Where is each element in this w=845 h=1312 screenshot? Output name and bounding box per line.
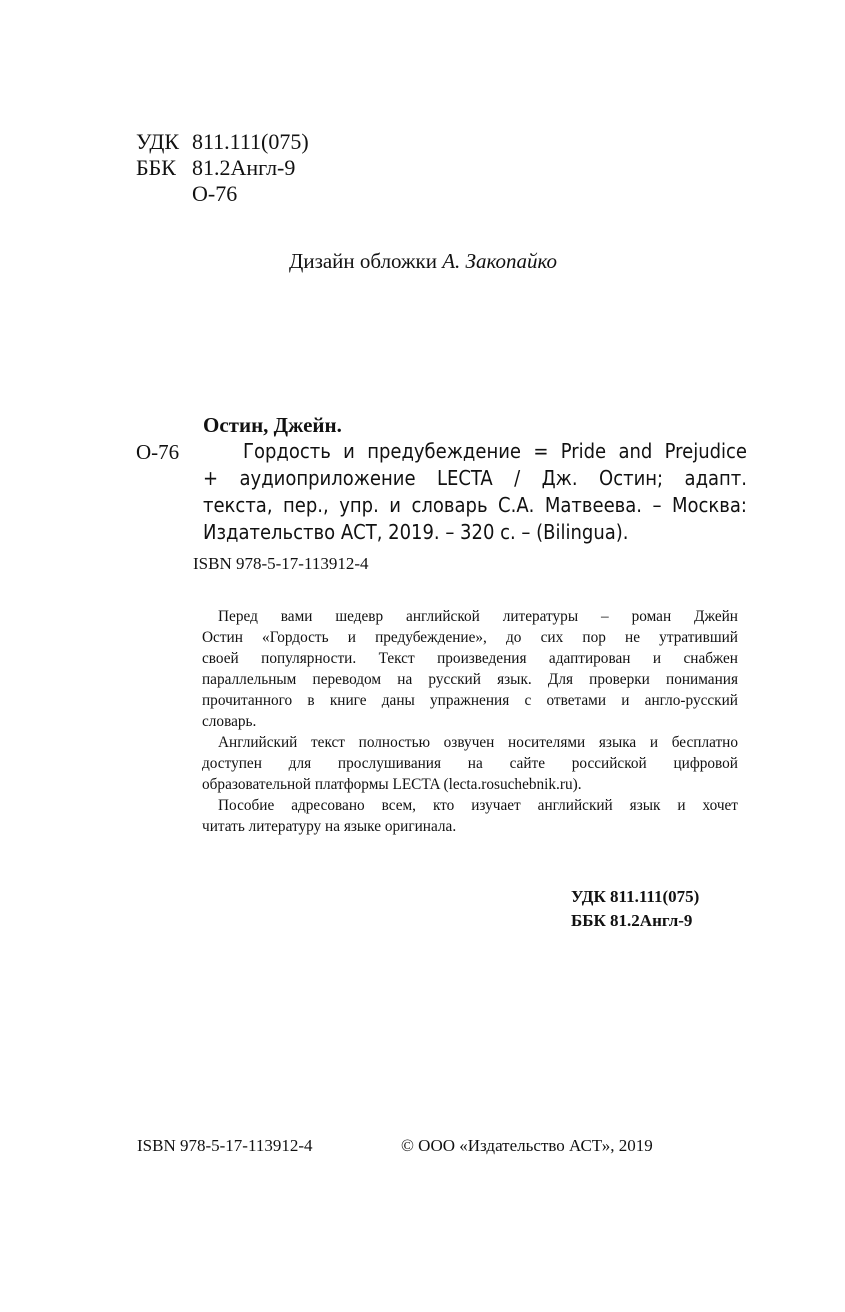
- footer-copyright: © ООО «Издательство АСТ», 2019: [401, 1136, 653, 1155]
- annotation-paragraph-3: [202, 795, 738, 837]
- cover-designer-name: А. Закопайко: [442, 249, 558, 273]
- annotation-line: Пособие адресовано всем, кто изучает английский язык и хочет: [218, 797, 738, 814]
- classification-codes-bottom: [571, 885, 699, 933]
- bbk-value: 81.2Англ-9: [192, 155, 296, 180]
- annotation-line: словарь.: [202, 713, 257, 730]
- description-line: + аудиоприложение LECTA / Дж. Остин; адапт.: [203, 466, 747, 490]
- bbk-row: [136, 155, 309, 181]
- annotation-paragraph-1: [202, 606, 738, 732]
- catalog-description: [203, 438, 747, 546]
- annotation-line: Английский текст полностью озвучен носителями языка и бесплатно: [218, 734, 738, 751]
- description-line: текста, пер., упр. и словарь С.А. Матвеева. – Москва:: [203, 493, 747, 517]
- udk-row: [136, 129, 309, 155]
- author-mark-row: [136, 181, 309, 207]
- annotation: [202, 606, 738, 837]
- udk-label: УДК: [136, 129, 180, 154]
- catalog-isbn: ISBN 978-5-17-113912-4: [193, 554, 369, 573]
- description-line: Гордость и предубеждение = Pride and Prejudice: [243, 439, 747, 463]
- bbk-label: ББК: [136, 155, 176, 180]
- annotation-line: своей популярности. Текст произведения адаптирован и снабжен: [202, 650, 738, 667]
- annotation-paragraph-2: [202, 732, 738, 795]
- annotation-line: прочитанного в книге даны упражнения с ответами и англо-русский: [202, 692, 738, 709]
- udk-value: 811.111(075): [192, 129, 309, 154]
- catalog-author-mark: О-76: [136, 440, 180, 464]
- classification-codes: [136, 129, 309, 207]
- catalog-author: Остин, Джейн.: [203, 413, 342, 437]
- footer-isbn: ISBN 978-5-17-113912-4: [137, 1136, 313, 1155]
- cover-design-credit: [289, 249, 557, 274]
- cover-design-label: Дизайн обложки: [289, 249, 437, 273]
- annotation-line: Перед вами шедевр английской литературы – роман Джейн: [218, 608, 738, 625]
- bbk-bottom: ББК 81.2Англ-9: [571, 911, 693, 930]
- annotation-line: читать литературу на языке оригинала.: [202, 818, 457, 835]
- annotation-line: параллельным переводом на русский язык. Для проверки понимания: [202, 671, 738, 688]
- annotation-line: образовательной платформы LECTA (lecta.rosuchebnik.ru).: [202, 776, 582, 793]
- annotation-line: доступен для прослушивания на сайте российской цифровой: [202, 755, 738, 772]
- annotation-line: Остин «Гордость и предубеждение», до сих пор не утративший: [202, 629, 738, 646]
- udk-bottom: УДК 811.111(075): [571, 887, 700, 906]
- author-mark-top: О-76: [192, 181, 238, 206]
- description-line: Издательство АСТ, 2019. – 320 с. – (Bilingua).: [203, 520, 629, 544]
